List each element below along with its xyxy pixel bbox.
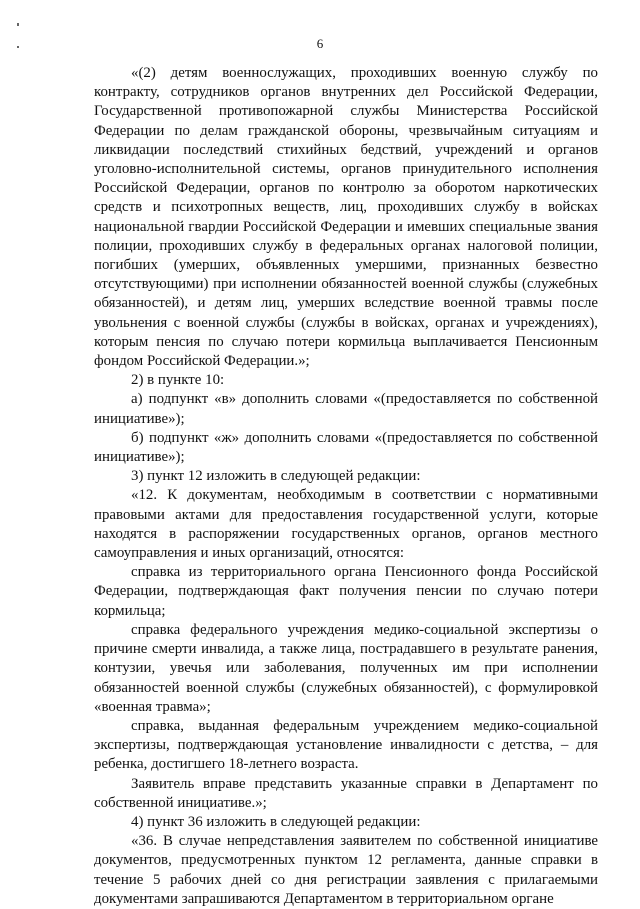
paragraph: а) подпункт «в» дополнить словами «(предоставляется по собственной инициативе»); [94, 391, 598, 427]
paragraph: «12. К документам, необходимым в соответствии с нормативными правовыми актами для предоставления государственной услуги, которые находятся в распоряжении государственных органов, органов местного самоуправления и иных организаций, относятся: [94, 487, 598, 562]
paragraph: б) подпункт «ж» дополнить словами «(предоставляется по собственной инициативе»); [94, 429, 598, 466]
paragraph: справка из территориального органа Пенсионного фонда Российской Федерации, подтверждающая факт получения пенсии по случаю потери кормильца; [94, 564, 598, 619]
paragraph: «36. В случае непредставления заявителем по собственной инициативе документов, предусмотренных пунктом 12 регламента, данные справки в течение 5 рабочих дней со дня регистрации заявления с прилагаемыми документами запрашиваются Департаментом в территориальном органе [94, 833, 598, 907]
margin-mark [17, 23, 19, 26]
paragraph: справка, выданная федеральным учреждением медико-социальной экспертизы, подтверждающая установление инвалидности с детства, – для ребенка, достигшего 18-летнего возраста. [94, 717, 598, 773]
paragraph: «(2) детям военнослужащих, проходивших военную службу по контракту, сотрудников органов внутренних дел Российской Федерации, Государственной противопожарной службы Министерства Российской Федерации по делам гражданской обороны, чрезвычайным ситуациям и ликвидации последствий стихийных бедствий, учреждений и органов уголовно-исполнительной системы, органов принудительного исполнения Российской Федерации, органов по контролю за оборотом наркотических средств и психотропных веществ, лиц, проходивших службу в войсках национальной гвардии Российской Федерации и имевших специальные звания полиции, проходивших службу в федеральных органах налоговой полиции, погибших (умерших, объявленных умершими, признанных безвестно отсутствующими) при исполнении обязанностей военной службы (служебных обязанностей), и детям лиц, умерших вследствие военной травмы после увольнения с военной службы (службы в войсках, органах и учреждениях), которым пенсия по случаю потери кормильца выплачивается Пенсионным фондом Российской Федерации.»; [94, 65, 598, 370]
paragraph: справка федерального учреждения медико-социальной экспертизы о причине смерти инвалида, а также лица, пострадавшего в результате ранения, контузии, увечья или заболевания, полученных им при исполнении обязанностей военной службы (служебных обязанностей), с формулировкой «военная травма»; [94, 621, 598, 715]
paragraph: 4) пункт 36 изложить в следующей редакции: [131, 813, 421, 830]
page-number: 6 [316, 36, 324, 51]
paragraph: 2) в пункте 10: [131, 372, 225, 389]
paragraph: 3) пункт 12 изложить в следующей редакции: [131, 468, 421, 485]
paragraph: Заявитель вправе представить указанные справки в Департамент по собственной инициативе.»; [94, 775, 598, 811]
document-body [94, 64, 598, 909]
